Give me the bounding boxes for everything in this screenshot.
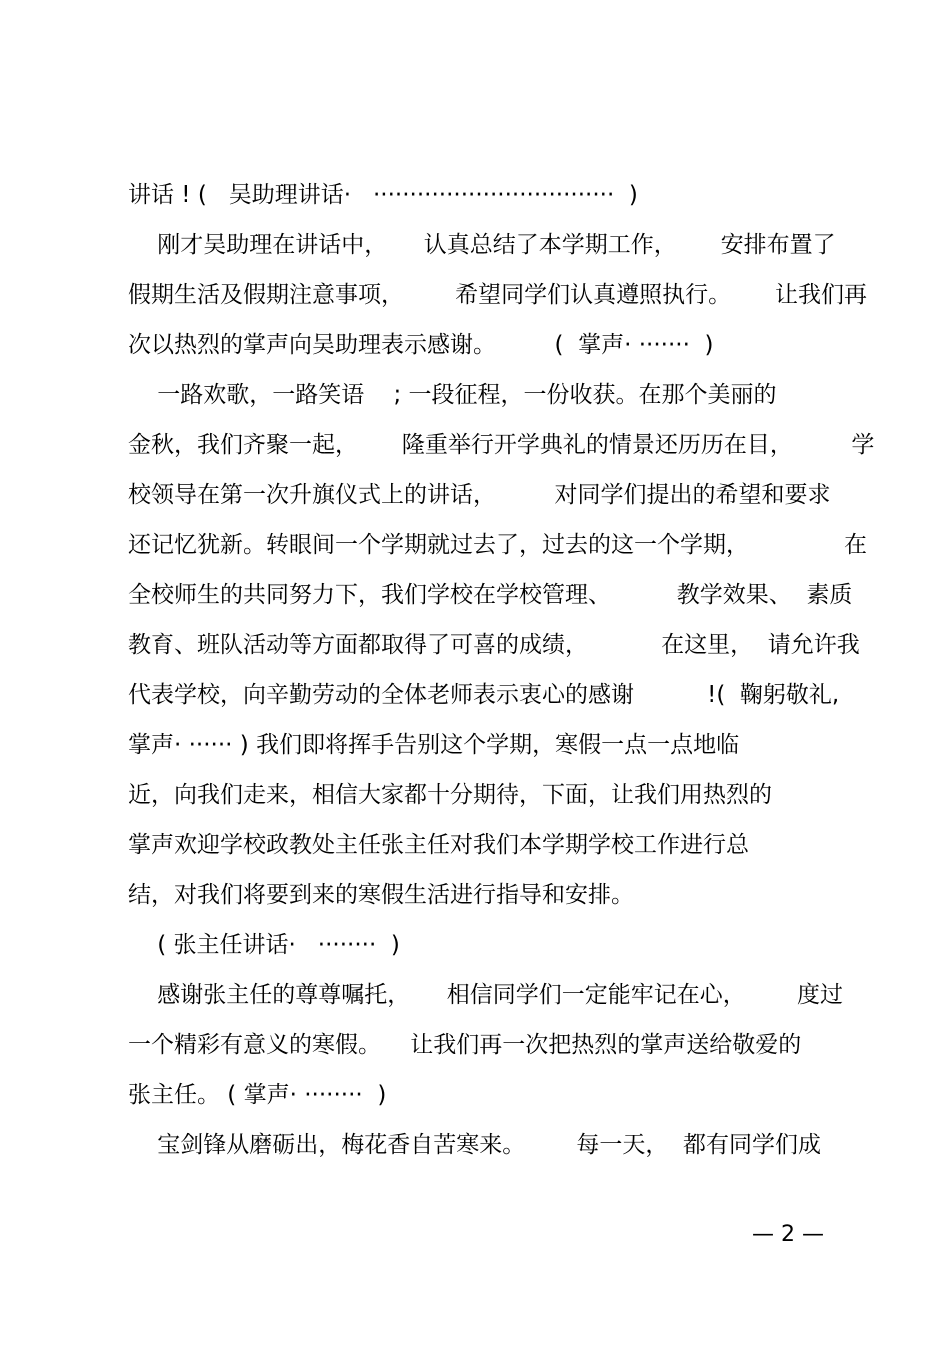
text-line: 代表学校，向辛勤劳动的全体老师表示衷心的感谢 !( 鞠躬敬礼,	[128, 682, 840, 708]
text-line: 一路欢歌，一路笑语 ; 一段征程，一份收获。在那个美丽的	[128, 382, 777, 408]
text-line: 刚才吴助理在讲话中， 认真总结了本学期工作， 安排布置了	[128, 232, 836, 258]
text-line: 教育、班队活动等方面都取得了可喜的成绩， 在这里， 请允许我	[128, 632, 860, 658]
text-line: 结，对我们将要到来的寒假生活进行指导和安排。	[128, 882, 634, 908]
text-line: 还记忆犹新。转眼间一个学期就过去了，过去的这一个学期， 在	[128, 532, 868, 558]
text-line: 全校师生的共同努力下，我们学校在学校管理、 教学效果、 素质	[128, 582, 853, 608]
text-line: 校领导在第一次升旗仪式上的讲话， 对同学们提出的希望和要求	[128, 482, 831, 508]
text-line: 张主任。 ( 掌声· ········ )	[128, 1082, 387, 1108]
text-line: 次以热烈的掌声向吴助理表示感谢。 ( 掌声· ······· )	[128, 332, 714, 358]
text-line: 近，向我们走来，相信大家都十分期待，下面，让我们用热烈的	[128, 782, 772, 808]
text-line: ( 张主任讲话· ········ )	[128, 932, 400, 958]
text-line: 感谢张主任的尊尊嘱托， 相信同学们一定能牢记在心， 度过	[128, 982, 843, 1008]
text-line: 掌声· ······ ) 我们即将挥手告别这个学期，寒假一点一点地临	[128, 732, 740, 758]
text-line: 假期生活及假期注意事项， 希望同学们认真遵照执行。 让我们再	[128, 282, 868, 308]
text-line: 掌声欢迎学校政教处主任张主任对我们本学期学校工作进行总	[128, 832, 749, 858]
page-number: — 2 —	[752, 1222, 824, 1247]
text-line: 讲话 ! ( 吴助理讲话· ································· )	[128, 182, 638, 208]
text-line: 宝剑锋从磨砺出，梅花香自苦寒来。 每一天， 都有同学们成	[128, 1132, 822, 1158]
text-line: 金秋，我们齐聚一起， 隆重举行开学典礼的情景还历历在目， 学	[128, 432, 875, 458]
text-line: 一个精彩有意义的寒假。 让我们再一次把热烈的掌声送给敬爱的	[128, 1032, 802, 1058]
